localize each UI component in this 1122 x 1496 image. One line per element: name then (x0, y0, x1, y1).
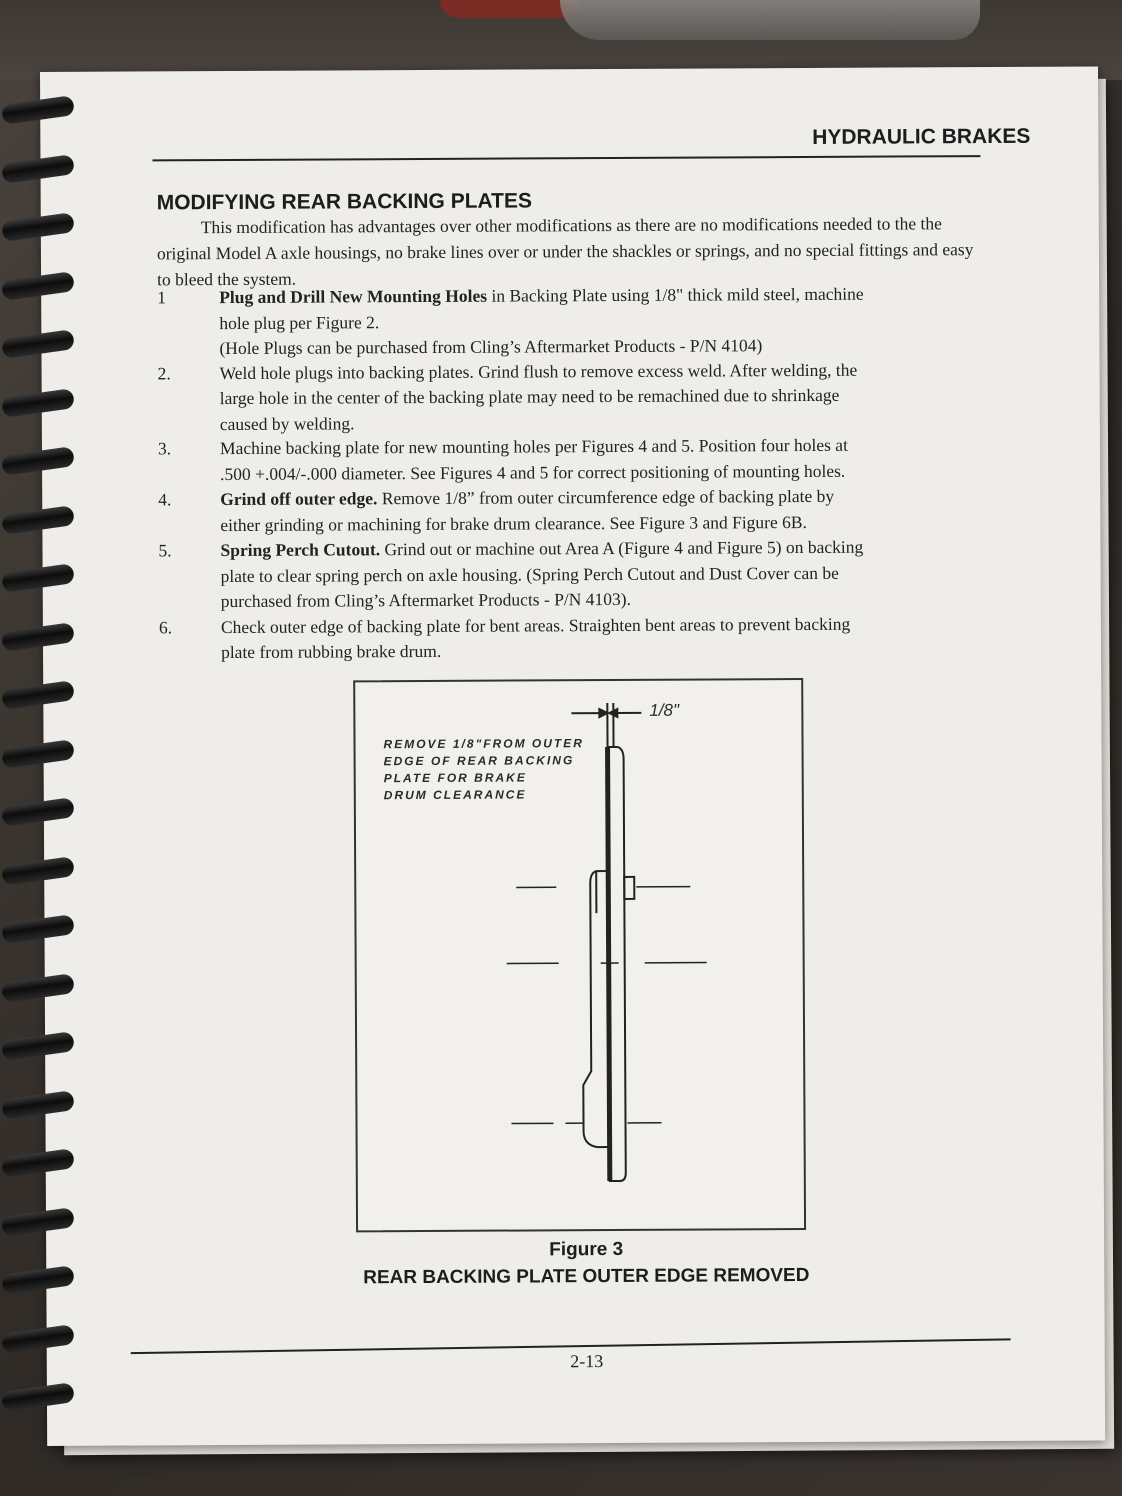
step-line: large hole in the center of the backing plate may need to be remachined due to shrinkage (219, 384, 840, 409)
header-title: HYDRAULIC BRAKES (812, 124, 1031, 149)
tool-handle (440, 0, 580, 18)
binding-coil (1, 797, 75, 827)
step-line: hole plug per Figure 2. (219, 311, 380, 333)
step-line: Weld hole plugs into backing plates. Grind flush to remove excess weld. After welding, the (219, 359, 858, 383)
step-item (154, 534, 994, 615)
binding-coil (1, 622, 75, 652)
step-line: Grind out or machine out Area A (Figure 4 and Figure 5) on backing (380, 536, 864, 560)
step-item (154, 483, 994, 538)
intro-paragraph (157, 210, 987, 292)
page-number: 2-13 (570, 1351, 604, 1372)
binding-coil (1, 914, 75, 944)
step-heading: Grind off outer edge. (220, 488, 378, 510)
binding-coil (1, 1324, 75, 1354)
step-text (220, 432, 990, 487)
step-number: 4. (158, 489, 172, 510)
step-number: 2. (157, 362, 171, 383)
binding-coil (1, 1090, 75, 1120)
binding-coil (1, 856, 75, 886)
binding-coil (1, 212, 75, 242)
step-item (153, 281, 993, 362)
spiral-binding (0, 100, 80, 1460)
figure-3-box (353, 678, 806, 1232)
binding-coil (1, 563, 75, 593)
step-number: 1 (157, 287, 166, 308)
step-text (220, 534, 990, 615)
step-line: Machine backing plate for new mounting holes per Figures 4 and 5. Position four holes at (219, 434, 848, 459)
figure-caption (206, 1235, 966, 1293)
binding-coil (1, 680, 75, 710)
callout-line: REMOVE 1/8"FROM OUTER (383, 736, 584, 752)
step-line: Remove 1/8” from outer circumference edge of backing plate by (377, 485, 835, 509)
binding-coil (1, 1148, 75, 1178)
step-text (221, 611, 991, 666)
step-number: 3. (157, 438, 172, 459)
step-line: either grinding or machining for brake drum clearance. See Figure 3 and Figure 6B. (220, 511, 807, 535)
step-item (154, 432, 994, 487)
dimension-label: 1/8" (649, 700, 680, 720)
steps-list (153, 281, 995, 666)
binding-coil (1, 1382, 75, 1412)
binding-coil (1, 271, 75, 301)
figure-number: Figure 3 (549, 1238, 624, 1261)
plate-edge (608, 747, 610, 1181)
step-heading: Spring Perch Cutout. (220, 539, 381, 561)
intro-line: This modification has advantages over other modifications as there are no modifications needed (200, 213, 873, 238)
intro-line: to the the original Model A axle housings, no brake lines over or under the shackles or springs, and (156, 213, 942, 264)
step-line: (Hole Plugs can be purchased from Cling’s Aftermarket Products - P/N 4104) (219, 335, 763, 359)
binding-coil (1, 95, 75, 125)
binding-coil (1, 446, 75, 476)
intro-line: no special fittings and easy to bleed the system. (157, 239, 974, 290)
callout-line: EDGE OF REAR BACKING (383, 753, 575, 769)
bolt-head (624, 877, 634, 899)
figure-description: REAR BACKING PLATE OUTER EDGE REMOVED (363, 1264, 810, 1289)
step-number: 6. (158, 616, 173, 637)
step-line: in Backing Plate using 1/8" thick mild steel, machine (486, 283, 864, 306)
step-line: plate from rubbing brake drum. (220, 640, 442, 663)
binding-coil (1, 1031, 75, 1061)
binding-coil (1, 388, 75, 418)
step-line: .500 +.004/-.000 diameter. See Figures 4 and 5 for correct positioning of mounting holes. (220, 460, 846, 484)
wrench-tool (560, 0, 980, 40)
step-heading: Plug and Drill New Mounting Holes (219, 285, 488, 308)
step-text (220, 357, 990, 438)
step-item (155, 611, 995, 666)
binding-coil (1, 329, 75, 359)
header-rule (152, 155, 980, 161)
binding-coil (1, 154, 75, 184)
step-text (219, 281, 989, 362)
binding-coil (1, 739, 75, 769)
callout-line: PLATE FOR BRAKE (383, 770, 527, 786)
backing-plate-drawing (355, 680, 804, 1230)
binding-coil (1, 1207, 75, 1237)
binding-coil (1, 505, 75, 535)
step-number: 5. (158, 540, 172, 561)
manual-page (40, 66, 1105, 1446)
step-line: caused by welding. (219, 412, 355, 434)
section-title: MODIFYING REAR BACKING PLATES (156, 189, 533, 215)
step-line: purchased from Cling’s Aftermarket Products - P/N 4103). (220, 588, 632, 612)
step-text (220, 483, 990, 538)
binding-coil (1, 973, 75, 1003)
step-item (154, 357, 994, 438)
step-line: Check outer edge of backing plate for bent areas. Straighten bent areas to prevent backing (220, 613, 851, 637)
step-line: plate to clear spring perch on axle housing. (Spring Perch Cutout and Dust Cover can be (220, 562, 839, 586)
binding-coil (1, 1265, 75, 1295)
dimension-arrowhead (599, 709, 607, 717)
callout-line: DRUM CLEARANCE (383, 787, 527, 803)
